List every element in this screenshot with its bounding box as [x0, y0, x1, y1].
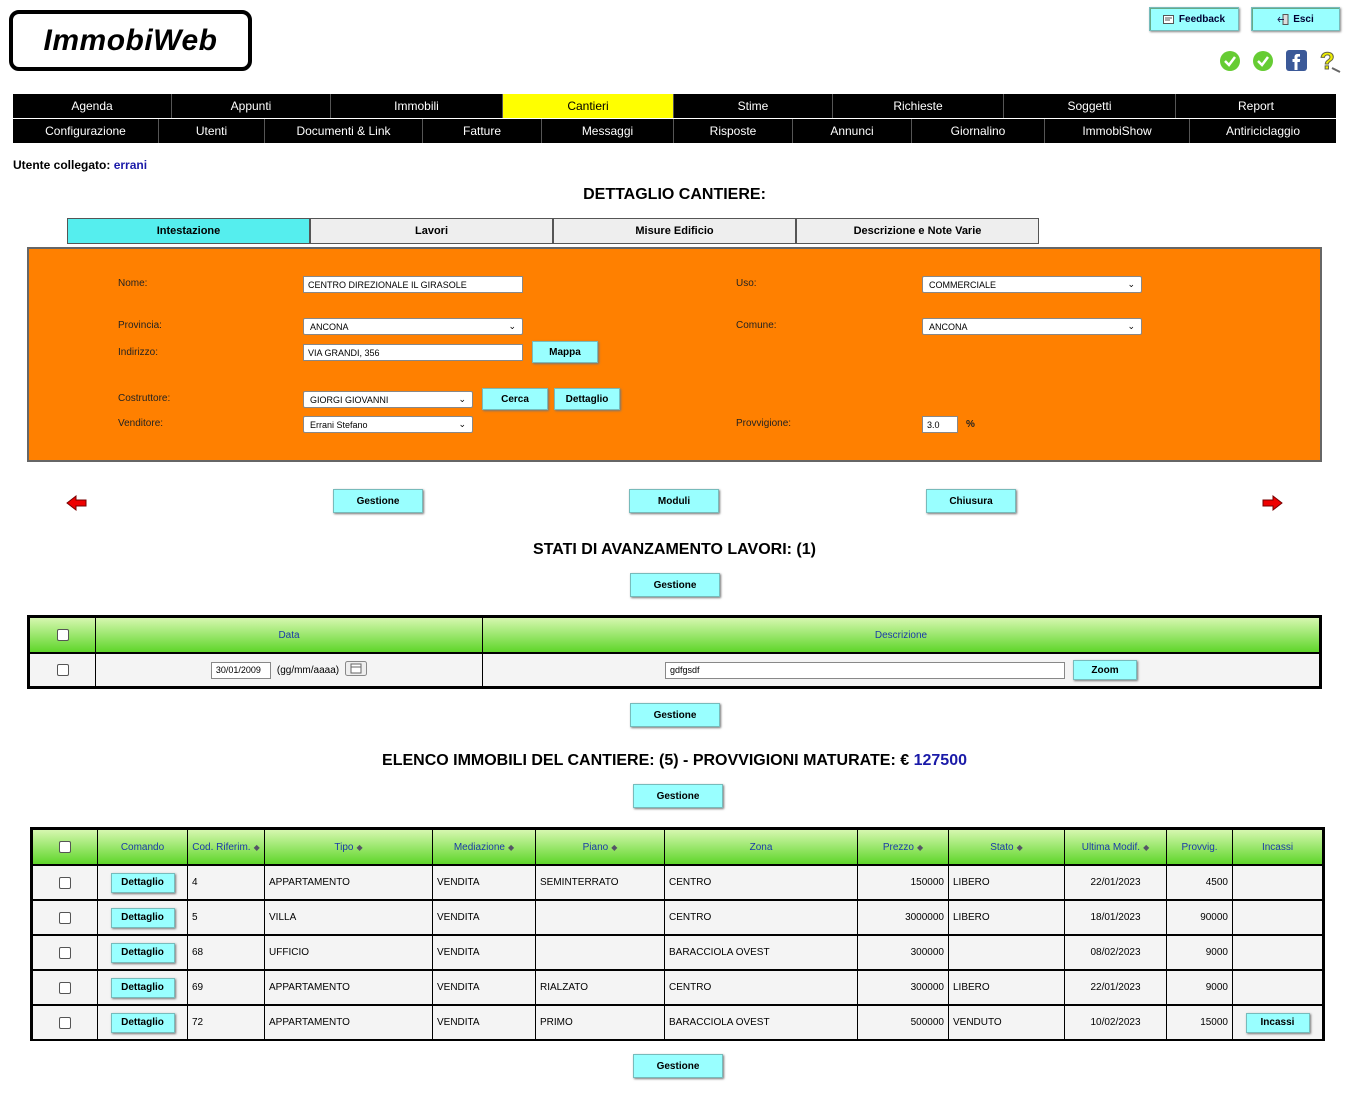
- piano-cell: [536, 901, 665, 934]
- stato-cell: LIBERO: [949, 866, 1065, 899]
- provincia-select[interactable]: [303, 318, 523, 335]
- header-cod-riferim[interactable]: [188, 830, 265, 864]
- ultima-modif-cell: 18/01/2023: [1065, 901, 1167, 934]
- incassi-cell: [1233, 901, 1322, 934]
- zona-cell: CENTRO: [665, 901, 858, 934]
- table-row: [33, 969, 1322, 1004]
- date-input[interactable]: 30/01/2009: [211, 662, 271, 679]
- main-menu-row-2: [13, 119, 1336, 143]
- dettaglio-button[interactable]: Dettaglio: [111, 978, 175, 998]
- nome-label: Nome:: [118, 278, 148, 289]
- facebook-icon[interactable]: [1286, 50, 1307, 74]
- user-label: Utente collegato:: [13, 158, 111, 172]
- prezzo-cell: 300000: [858, 936, 949, 969]
- menu-soggetti[interactable]: Soggetti: [1004, 94, 1176, 118]
- zona-cell: CENTRO: [665, 866, 858, 899]
- header-provvig: Provvig.: [1167, 830, 1233, 864]
- row-checkbox[interactable]: [59, 877, 71, 889]
- indirizzo-input[interactable]: VIA GRANDI, 356: [303, 344, 523, 361]
- cod-cell: 69: [188, 971, 265, 1004]
- row-checkbox[interactable]: [59, 947, 71, 959]
- piano-cell: PRIMO: [536, 1006, 665, 1039]
- user-name: errani: [113, 158, 148, 172]
- piano-cell: SEMINTERRATO: [536, 866, 665, 899]
- header-piano[interactable]: [536, 830, 665, 864]
- header-tipo[interactable]: [265, 830, 433, 864]
- cod-cell: 5: [188, 901, 265, 934]
- main-menu-row-1: [13, 94, 1336, 118]
- header-tipo-label: Tipo: [334, 841, 354, 853]
- sort-icon[interactable]: ◆: [356, 842, 363, 852]
- costruttore-label: Costruttore:: [118, 393, 171, 404]
- incassi-cell: [1233, 936, 1322, 969]
- venditore-value: Errani Stefano: [310, 419, 368, 430]
- header-mediazione-label: Mediazione: [453, 841, 505, 853]
- prezzo-cell: 3000000: [858, 901, 949, 934]
- venditore-label: Venditore:: [118, 418, 164, 429]
- sort-icon[interactable]: ◆: [1016, 842, 1023, 852]
- header-descrizione: Descrizione: [874, 629, 928, 641]
- svg-text:?: ?: [1320, 48, 1335, 74]
- header-prezzo[interactable]: [858, 830, 949, 864]
- venditore-select[interactable]: [303, 416, 473, 433]
- dettaglio-costruttore-button[interactable]: Dettaglio: [554, 388, 620, 410]
- select-all-checkbox[interactable]: [57, 629, 69, 641]
- row-select-cell: [33, 901, 98, 934]
- app-logo: [9, 10, 252, 71]
- mediazione-cell: VENDITA: [433, 971, 536, 1004]
- provvigione-label: Provvigione:: [736, 418, 792, 429]
- row-checkbox[interactable]: [59, 912, 71, 924]
- date-cell: [96, 654, 483, 686]
- chevron-down-icon: ⌄: [508, 321, 516, 331]
- calendar-icon[interactable]: [345, 661, 367, 679]
- previous-arrow-icon[interactable]: [66, 494, 88, 515]
- check-icon[interactable]: [1252, 50, 1274, 75]
- costruttore-value: GIORGI GIOVANNI: [310, 394, 389, 405]
- detail-title: DETTAGLIO CANTIERE:: [583, 186, 766, 203]
- provincia-label: Provincia:: [118, 320, 162, 331]
- ultima-modif-cell: 22/01/2023: [1065, 971, 1167, 1004]
- dettaglio-button[interactable]: Dettaglio: [111, 873, 175, 893]
- row-checkbox[interactable]: [59, 982, 71, 994]
- mappa-button[interactable]: Mappa: [532, 341, 598, 363]
- prezzo-cell: 500000: [858, 1006, 949, 1039]
- stato-cell: VENDUTO: [949, 1006, 1065, 1039]
- sal-gestione-top-button[interactable]: Gestione: [630, 573, 720, 597]
- provvig-cell: 9000: [1167, 936, 1233, 969]
- prezzo-cell: 150000: [858, 866, 949, 899]
- incassi-cell: [1233, 1006, 1322, 1039]
- comando-cell: [98, 936, 188, 969]
- zona-cell: BARACCIOLA OVEST: [665, 936, 858, 969]
- comando-cell: [98, 866, 188, 899]
- select-all-cell: [30, 618, 96, 652]
- menu-immobili[interactable]: Immobili: [331, 94, 503, 118]
- chevron-down-icon: ⌄: [1127, 279, 1135, 289]
- nome-input[interactable]: CENTRO DIREZIONALE IL GIRASOLE: [303, 276, 523, 293]
- detail-gestione-button[interactable]: Gestione: [333, 489, 423, 513]
- mediazione-cell: VENDITA: [433, 866, 536, 899]
- row-select-cell: [30, 654, 96, 686]
- row-select-cell: [33, 936, 98, 969]
- sal-gestione-bottom-button[interactable]: Gestione: [630, 703, 720, 727]
- menu-richieste[interactable]: Richieste: [833, 94, 1004, 118]
- header-stato-label: Stato: [990, 841, 1014, 853]
- mediazione-cell: VENDITA: [433, 901, 536, 934]
- table-row: [33, 1004, 1322, 1039]
- sort-icon[interactable]: ◆: [253, 842, 260, 852]
- header-stato[interactable]: [949, 830, 1065, 864]
- menu-cantieri[interactable]: Cantieri: [503, 94, 674, 118]
- tab-lavori[interactable]: Lavori: [310, 218, 553, 244]
- tipo-cell: APPARTAMENTO: [265, 971, 433, 1004]
- zona-cell: BARACCIOLA OVEST: [665, 1006, 858, 1039]
- header-piano-label: Piano: [582, 841, 609, 853]
- stato-cell: LIBERO: [949, 901, 1065, 934]
- provvig-cell: 90000: [1167, 901, 1233, 934]
- tipo-cell: APPARTAMENTO: [265, 1006, 433, 1039]
- menu-documenti-link[interactable]: Documenti & Link: [265, 119, 423, 143]
- zoom-button[interactable]: Zoom: [1073, 660, 1137, 680]
- sal-table: [27, 615, 1322, 689]
- uso-value: COMMERCIALE: [929, 279, 997, 290]
- comune-select[interactable]: [922, 318, 1142, 335]
- comando-cell: [98, 901, 188, 934]
- sort-icon[interactable]: ◆: [1143, 842, 1150, 852]
- dettaglio-button[interactable]: Dettaglio: [111, 943, 175, 963]
- sal-title: STATI DI AVANZAMENTO LAVORI: (1): [533, 541, 816, 558]
- comando-cell: [98, 1006, 188, 1039]
- incassi-button[interactable]: Incassi: [1246, 1013, 1310, 1033]
- menu-messaggi[interactable]: Messaggi: [542, 119, 674, 143]
- feedback-label: Feedback: [1178, 13, 1226, 25]
- uso-select[interactable]: [922, 276, 1142, 293]
- chevron-down-icon: ⌄: [458, 419, 466, 429]
- menu-risposte[interactable]: Risposte: [674, 119, 793, 143]
- immobili-gestione-top-button[interactable]: Gestione: [633, 784, 723, 808]
- row-select-cell: [33, 866, 98, 899]
- provvig-cell: 4500: [1167, 866, 1233, 899]
- logged-user: [13, 158, 147, 172]
- menu-utenti[interactable]: Utenti: [159, 119, 265, 143]
- comune-value: ANCONA: [929, 321, 968, 332]
- chevron-down-icon: ⌄: [458, 394, 466, 404]
- moduli-button[interactable]: Moduli: [629, 489, 719, 513]
- table-row: [33, 864, 1322, 899]
- dettaglio-button[interactable]: Dettaglio: [111, 1013, 175, 1033]
- sort-icon[interactable]: ◆: [611, 842, 618, 852]
- row-select-cell: [33, 1006, 98, 1039]
- menu-fatture[interactable]: Fatture: [423, 119, 542, 143]
- menu-annunci[interactable]: Annunci: [793, 119, 912, 143]
- exit-label: Esci: [1293, 13, 1314, 25]
- provincia-value: ANCONA: [310, 321, 349, 332]
- percent-symbol: %: [966, 419, 975, 430]
- tab-misure-edificio[interactable]: Misure Edificio: [553, 218, 796, 244]
- uso-label: Uso:: [736, 278, 757, 289]
- header-incassi: Incassi: [1261, 841, 1294, 853]
- dettaglio-button[interactable]: Dettaglio: [111, 908, 175, 928]
- menu-immobishow[interactable]: ImmobiShow: [1045, 119, 1190, 143]
- tipo-cell: APPARTAMENTO: [265, 866, 433, 899]
- immobili-table: [30, 827, 1325, 1041]
- incassi-cell: [1233, 971, 1322, 1004]
- costruttore-select[interactable]: [303, 391, 473, 408]
- check-icon[interactable]: [1219, 50, 1241, 75]
- immobili-table-header: [33, 830, 1322, 864]
- sort-icon[interactable]: ◆: [916, 842, 924, 852]
- prezzo-cell: 300000: [858, 971, 949, 1004]
- row-checkbox[interactable]: [57, 664, 69, 676]
- provvig-cell: 15000: [1167, 1006, 1233, 1039]
- table-row: [33, 934, 1322, 969]
- header-mediazione[interactable]: [433, 830, 536, 864]
- menu-stime[interactable]: Stime: [674, 94, 833, 118]
- indirizzo-label: Indirizzo:: [118, 347, 159, 358]
- ultima-modif-cell: 08/02/2023: [1065, 936, 1167, 969]
- tab-intestazione[interactable]: Intestazione: [67, 218, 310, 244]
- sal-table-header: [30, 618, 1319, 652]
- feedback-button[interactable]: [1149, 7, 1239, 31]
- stato-cell: [949, 936, 1065, 969]
- tipo-cell: UFFICIO: [265, 936, 433, 969]
- cerca-button[interactable]: Cerca: [482, 388, 548, 410]
- cod-cell: 68: [188, 936, 265, 969]
- table-row: [33, 899, 1322, 934]
- header-data: Data: [96, 618, 483, 652]
- menu-report[interactable]: Report: [1237, 99, 1275, 113]
- menu-antiriciclaggio[interactable]: Antiriciclaggio: [1225, 124, 1301, 138]
- cod-cell: 4: [188, 866, 265, 899]
- comando-cell: [98, 971, 188, 1004]
- incassi-cell: [1233, 866, 1322, 899]
- header-zona: Zona: [665, 830, 858, 864]
- logo-text: ImmobiWeb: [43, 23, 218, 57]
- feedback-icon: [1163, 14, 1175, 25]
- zona-cell: CENTRO: [665, 971, 858, 1004]
- chevron-down-icon: ⌄: [1127, 321, 1135, 331]
- mediazione-cell: VENDITA: [433, 936, 536, 969]
- header-prezzo-label: Prezzo: [882, 841, 914, 853]
- row-checkbox[interactable]: [59, 1017, 71, 1029]
- help-icon[interactable]: [1318, 48, 1342, 77]
- tab-descrizione-note[interactable]: Descrizione e Note Varie: [796, 218, 1039, 244]
- provvigioni-amount: 127500: [913, 752, 967, 769]
- tipo-cell: VILLA: [265, 901, 433, 934]
- mediazione-cell: VENDITA: [433, 1006, 536, 1039]
- piano-cell: [536, 936, 665, 969]
- header-ultima-modif[interactable]: [1065, 830, 1167, 864]
- menu-giornalino[interactable]: Giornalino: [912, 119, 1045, 143]
- menu-agenda[interactable]: Agenda: [13, 94, 172, 118]
- provvigione-input[interactable]: 3.0: [922, 416, 958, 433]
- next-arrow-icon[interactable]: [1261, 494, 1283, 515]
- exit-button[interactable]: [1251, 7, 1340, 31]
- ultima-modif-cell: 22/01/2023: [1065, 866, 1167, 899]
- immobili-title-text: ELENCO IMMOBILI DEL CANTIERE: (5) - PROVVIGIONI MATURATE: €: [382, 752, 910, 769]
- select-all-checkbox[interactable]: [59, 841, 71, 853]
- piano-cell: RIALZATO: [536, 971, 665, 1004]
- date-format-hint: (gg/mm/aaaa): [276, 664, 340, 676]
- ultima-modif-cell: 10/02/2023: [1065, 1006, 1167, 1039]
- header-comando: Comando: [98, 830, 188, 864]
- stato-cell: LIBERO: [949, 971, 1065, 1004]
- chiusura-button[interactable]: Chiusura: [926, 489, 1016, 513]
- cod-cell: 72: [188, 1006, 265, 1039]
- description-input[interactable]: gdfgsdf: [665, 662, 1065, 679]
- header-ultima-modif-label: Ultima Modif.: [1081, 841, 1141, 853]
- row-select-cell: [33, 971, 98, 1004]
- exit-icon: [1277, 14, 1289, 25]
- description-cell: [483, 654, 1319, 686]
- sort-icon[interactable]: ◆: [508, 842, 515, 852]
- header-cod-riferim-label: Cod. Riferim.: [192, 841, 251, 853]
- comune-label: Comune:: [736, 320, 777, 331]
- immobili-gestione-bottom-button[interactable]: Gestione: [633, 1054, 723, 1078]
- menu-configurazione[interactable]: Configurazione: [13, 119, 159, 143]
- menu-appunti[interactable]: Appunti: [172, 94, 331, 118]
- table-row: [30, 652, 1319, 686]
- immobili-title: [0, 752, 1349, 770]
- select-all-cell: [33, 830, 98, 864]
- provvig-cell: 9000: [1167, 971, 1233, 1004]
